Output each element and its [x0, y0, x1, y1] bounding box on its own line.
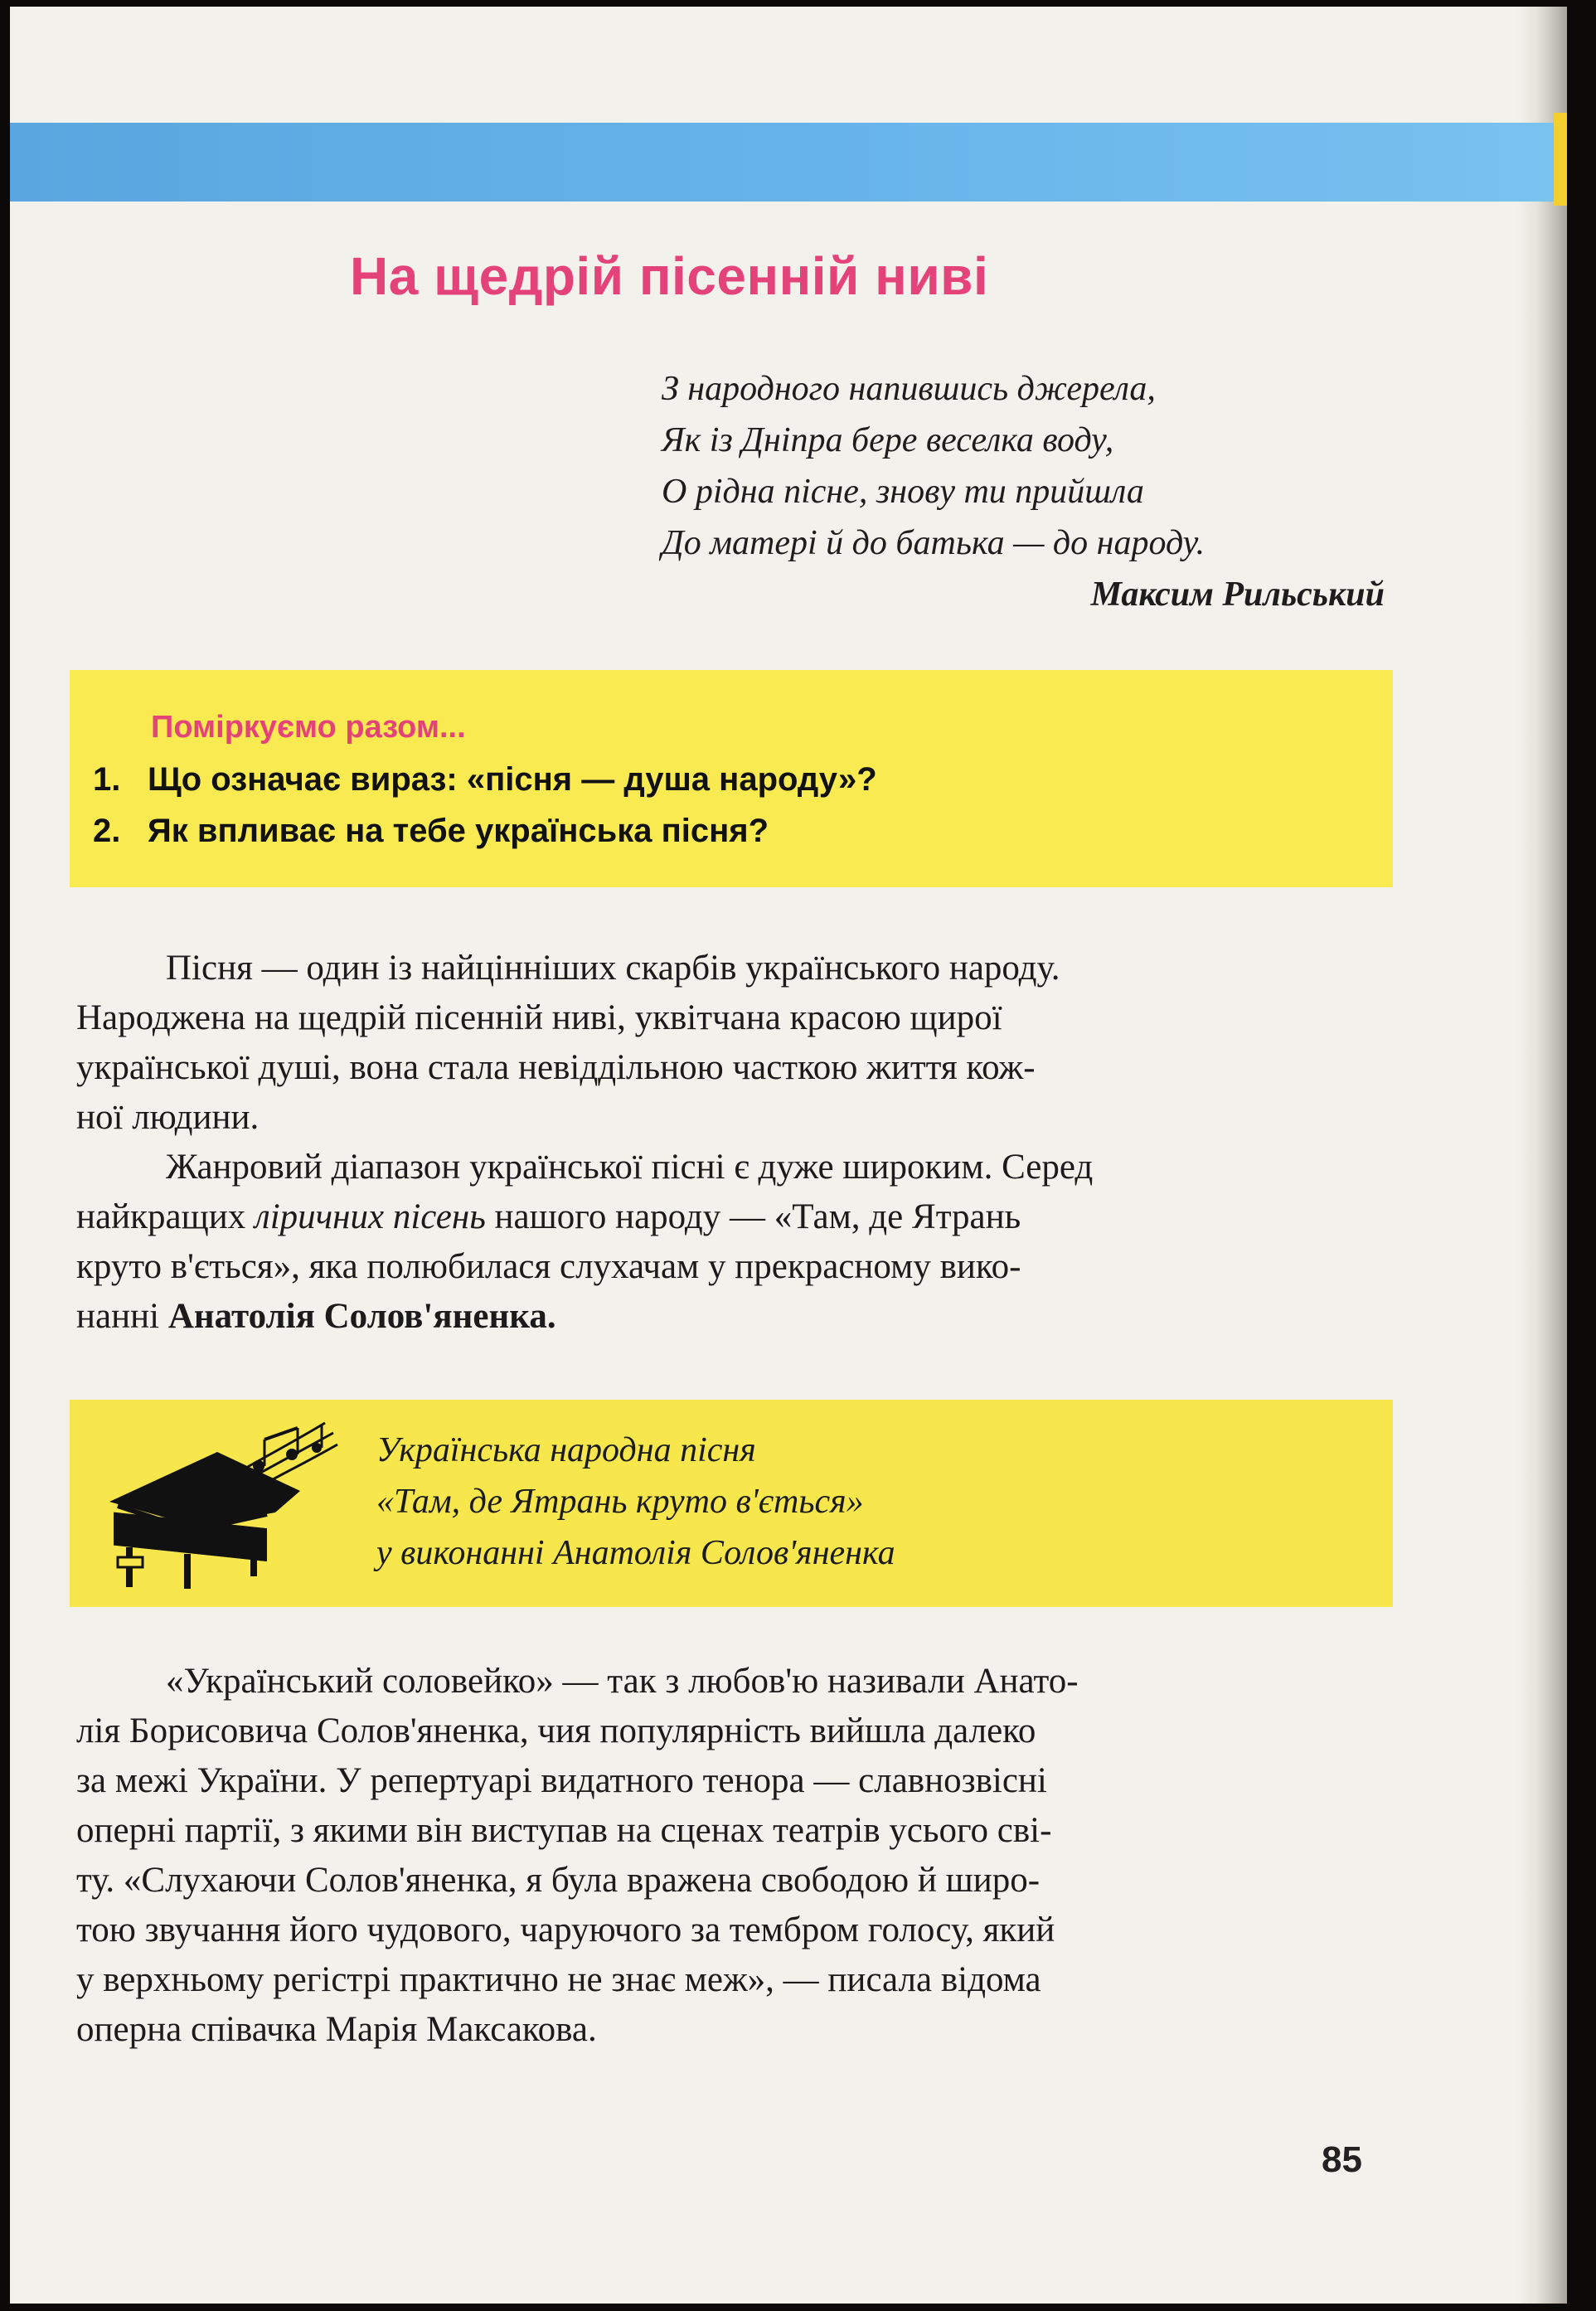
text-segment: нанні	[76, 1297, 168, 1336]
emphasis-text: ліричних пісень	[254, 1197, 486, 1236]
epigraph	[662, 363, 1391, 620]
paragraph	[76, 944, 1390, 1143]
text-line	[76, 1192, 1390, 1242]
text-line: Пісня — один із найцінніших скарбів українського народу.	[166, 949, 1060, 988]
question-number: 1.	[93, 761, 121, 798]
page-number: 85	[1322, 2139, 1362, 2180]
discussion-question	[93, 761, 877, 799]
header-band	[10, 123, 1564, 201]
discussion-question	[93, 813, 769, 850]
song-caption	[376, 1425, 895, 1579]
paragraph	[76, 1143, 1390, 1342]
song-box	[70, 1400, 1393, 1607]
text-line	[76, 1292, 1390, 1342]
text-line: «Український соловейко» — так з любов'ю називали Анато-	[166, 1662, 1079, 1701]
text-line: за межі України. У репертуарі видатного тенора — славнозвісні	[76, 1761, 1047, 1800]
text-line: оперні партії, з якими він виступав на сценах театрів усього сві-	[76, 1811, 1052, 1850]
text-segment: нашого народу — «Там, де Ятрань	[485, 1197, 1021, 1236]
song-caption-line: Українська народна пісня	[376, 1431, 756, 1469]
song-caption-line: у виконанні Анатолія Солов'яненка	[376, 1534, 895, 1572]
epigraph-line: З народного напившись джерела,	[662, 370, 1156, 408]
epigraph-line: До матері й до батька — до народу.	[662, 524, 1205, 562]
question-number: 2.	[93, 813, 121, 849]
header-band-tab	[1554, 113, 1567, 206]
epigraph-line: О рідна пісне, знову ти прийшла	[662, 473, 1144, 511]
text-segment: найкращих	[76, 1197, 255, 1236]
song-caption-line: «Там, де Ятрань круто в'ється»	[376, 1483, 864, 1521]
book-page	[10, 7, 1567, 2304]
text-line: тою звучання його чудового, чаруючого за тембром голосу, який	[76, 1910, 1055, 1949]
text-line: ної людини.	[76, 1098, 260, 1137]
paragraph	[76, 1657, 1390, 2055]
text-line: у верхньому регістрі практично не знає меж», — писала відома	[76, 1960, 1041, 1999]
text-line: круто в'ється», яка полюбилася слухачам у прекрасному вико-	[76, 1247, 1021, 1286]
text-line: української душі, вона стала невіддільною часткою життя кож-	[76, 1048, 1036, 1087]
page-title: На щедрій пісенній ниві	[350, 246, 989, 306]
discussion-box	[70, 670, 1393, 887]
text-line: лія Борисовича Солов'яненка, чия популярність вийшла далеко	[76, 1711, 1036, 1750]
page-edge	[1517, 7, 1567, 2304]
question-text: Що означає вираз: «пісня — душа народу»?	[148, 761, 877, 798]
performer-name: Анатолія Солов'яненка.	[167, 1297, 556, 1336]
text-line: оперна співачка Марія Максакова.	[76, 2010, 597, 2049]
discussion-title: Поміркуємо разом...	[151, 710, 466, 745]
text-line: Жанровий діапазон української пісні є дуже широким. Серед	[166, 1148, 1094, 1187]
question-text: Як впливає на тебе українська пісня?	[148, 813, 769, 849]
epigraph-line: Як із Дніпра бере веселка воду,	[662, 421, 1114, 459]
epigraph-author: Максим Рильський	[1090, 575, 1385, 614]
piano-music-icon	[93, 1415, 342, 1597]
text-line: ту. «Слухаючи Солов'яненка, я була вражена свободою й широ-	[76, 1861, 1041, 1900]
text-line: Народжена на щедрій пісенній ниві, уквітчана красою щирої	[76, 998, 1002, 1037]
